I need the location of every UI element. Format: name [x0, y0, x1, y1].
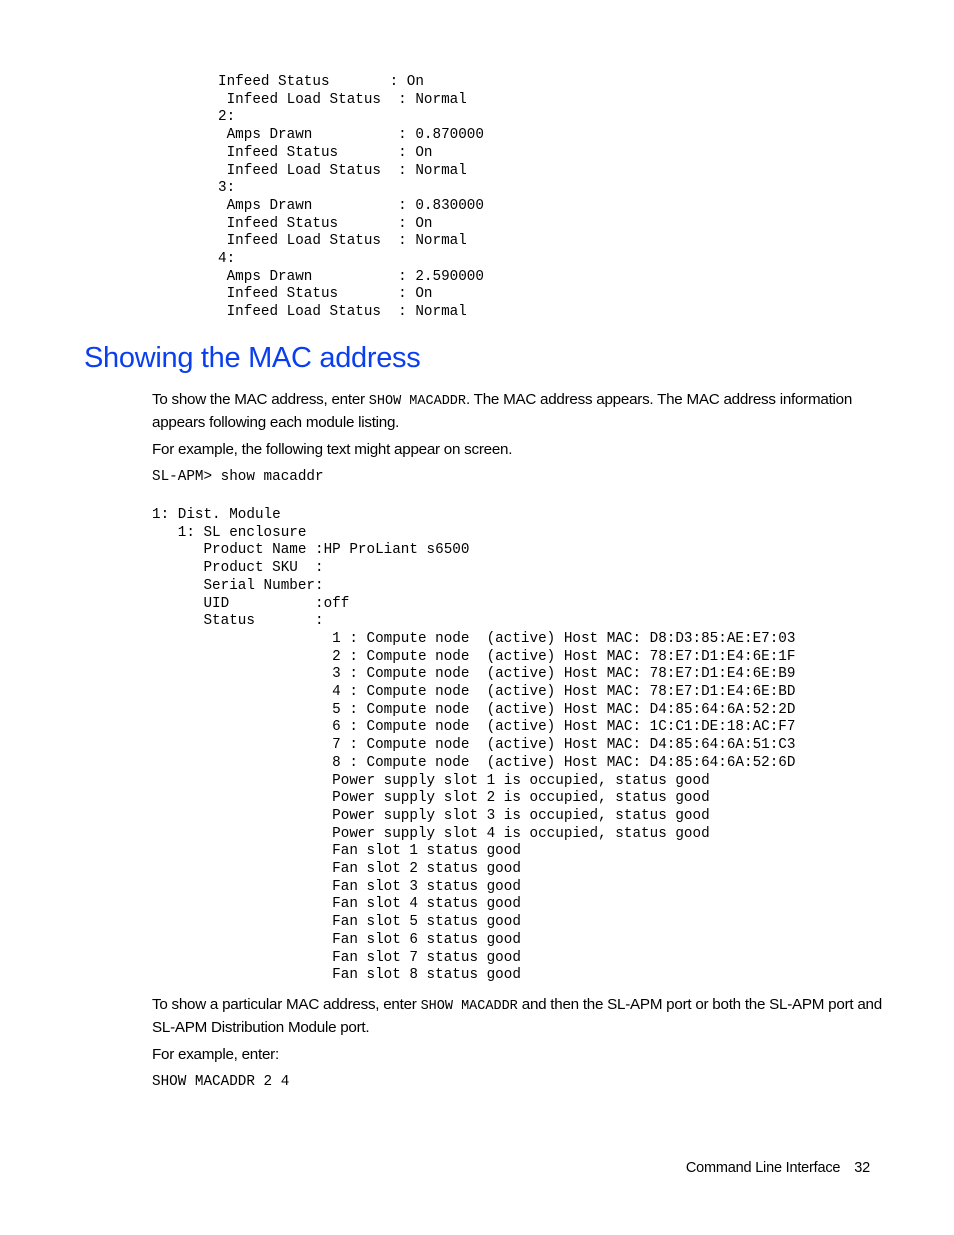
footer-section-title: Command Line Interface — [685, 1160, 841, 1176]
example-enter-paragraph: For example, enter: — [152, 1046, 279, 1063]
infeed-status-code-block: Infeed Status : On Infeed Load Status : Normal 2: Amps Drawn : 0.870000 Infeed Status : On Infeed Load Status : Normal 3: Amps Drawn : 0.830000 Infeed Status : On Infeed Load Status : Normal 4: Amps Drawn : 2.590000 Infeed Status : On Infeed Load Status : Normal — [218, 74, 484, 321]
particular-inline-command: SHOW MACADDR — [420, 999, 518, 1014]
particular-mac-paragraph — [152, 995, 882, 1038]
particular-text-before: To show a particular MAC address, enter — [152, 996, 421, 1013]
intro-text-before: To show the MAC address, enter — [152, 391, 369, 408]
example-command-code: SHOW MACADDR 2 4 — [152, 1074, 290, 1090]
intro-text-after: . The MAC address appears. The MAC address information appears following each module listing. — [152, 391, 853, 431]
section-heading: Showing the MAC address — [84, 342, 421, 374]
particular-text-after: and then the SL-APM port or both the SL-APM port and SL-APM Distribution Module port. — [152, 996, 882, 1036]
page-footer — [686, 1158, 870, 1178]
footer-page-number: 32 — [854, 1160, 870, 1176]
intro-inline-command: SHOW MACADDR — [368, 394, 467, 409]
example-intro-paragraph: For example, the following text might appear on screen. — [152, 441, 513, 458]
intro-paragraph — [152, 390, 882, 433]
command-prompt-line: SL-APM> show macaddr — [152, 469, 324, 485]
macaddr-output-code-block: 1: Dist. Module 1: SL enclosure Product Name :HP ProLiant s6500 Product SKU : Serial Number: UID :off Status : 1 : Compute node (active) Host MAC: D8:D3:85:AE:E7:03 2 : Compute node (active) Host MAC: 78:E7:D1:E4:6E:1F 3 : Compute node (active) Host MAC: 78:E7:D1:E4:6E:B9 4 : Compute node (active) Host MAC: 78:E7:D1:E4:6E:BD 5 : Compute node (active) Host MAC: D4:85:64:6A:52:2D 6 : Compute node (active) Host MAC: 1C:C1:DE:18:AC:F7 7 : Compute node (active) Host MAC: D4:85:64:6A:51:C3 8 : Compute node (active) Host MAC: D4:85:64:6A:52:6D Power supply slot 1 is occupied, status good Power supply slot 2 is occupied, status good Power supply slot 3 is occupied, status good Power supply slot 4 is occupied, status good Fan slot 1 status good Fan slot 2 status good Fan slot 3 status good Fan slot 4 status good Fan slot 5 status good Fan slot 6 status good Fan slot 7 status good Fan slot 8 status good — [152, 507, 796, 984]
